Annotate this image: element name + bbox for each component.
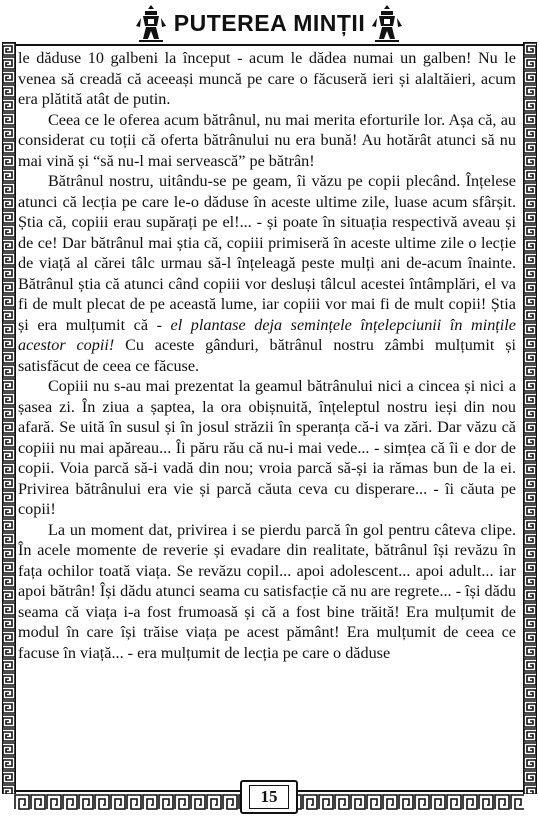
paragraph-2: Ceea ce le oferea acum bătrânul, nu mai merita eforturile lor. Așa că, au considerat cu toții că oferta bătrânului nu era bună! Au hotărât atunci să nu mai vină și “să nu-l mai servească” pe bătrân! bbox=[18, 110, 516, 170]
paragraph-3-italic: el plantase deja semințele înțelepciunii în mințile acestor copii! bbox=[18, 315, 516, 354]
heraldic-figure-icon bbox=[369, 2, 405, 42]
paragraph-3-start: Bătrânul nostru, uitându-se pe geam, îi văzu pe copii plecând. Înțelese atunci că lecția pe care le-o dăduse în aceste ultime zile, luase acum sfârșit. Știa că, copiii erau supărați pe el!... - și poate în situația respectivă aveau și de ce! Dar bătrânul mai știa că, copiii primiseră în aceste ultime zile o lecție de viață al cărei tâlc urmau să-l înțeleagă peste mulți ani de-acum înainte. Bătrânul știa că atunci când copiii vor desluși tâlcul acestei întâmplări, el va fi de mult plecat de pe această lume, iar copiii vor mai fi de mult copii! Știa și era mulțumit că - bbox=[18, 172, 516, 334]
page-number-frame bbox=[240, 780, 298, 814]
paragraph-3 bbox=[18, 171, 516, 376]
right-decorative-border bbox=[523, 42, 537, 794]
page-number: 15 bbox=[249, 785, 289, 809]
top-rule bbox=[14, 44, 524, 46]
body-text bbox=[18, 48, 516, 663]
paragraph-4: Copiii nu s-au mai prezentat la geamul bătrânului nici a cincea și nici a șasea zi. În ziua a șaptea, la ora obișnuită, înțeleptul nostru ieși din nou afară. Se uită în susul și în josul străzii în speranța că-i va zări. Dar văzu că copiii nu mai apăreau... Îi păru rău că nu-i mai vede... - simțea că îi e dor de copii. Voia parcă să-i vadă din nou; vroia parcă să-și ia rămas bun de la ei. Privirea bătrânului era vie și parcă căuta ceva cu disperare... - îi căuta pe copii! bbox=[18, 377, 516, 518]
paragraph-5: La un moment dat, privirea i se pierdu parcă în gol pentru câteva clipe. În acele momente de reverie și evadare din realitate, bătrânul își revăzu în fața ochilor toată viața. Se revăzu copil... apoi adolescent... apoi adult... iar apoi bătrân! Își dădu atunci seama cu satisfacție că nu are regrete... - își dădu seama că viața i-a fost frumoasă și că a fost bine trăită! Era mulțumit de modul în care își trăise viața pe acest pământ! Era mulțumit de ceea ce facuse în viață... - era mulțumit de lecția pe care o dăduse bbox=[18, 520, 516, 662]
left-decorative-border bbox=[2, 42, 16, 794]
page-footer bbox=[0, 774, 539, 824]
page-header bbox=[0, 0, 539, 46]
paragraph-3-end: Cu aceste gânduri, bătrânul nostru zâmbi mulțumit și satisfăcut de ceea ce făcuse. bbox=[18, 336, 516, 375]
running-title: PUTEREA MINȚII bbox=[173, 10, 366, 36]
paragraph-1: le dăduse 10 galbeni la început - acum le dădea numai un galben! Nu le venea să creadă că aceeași muncă pe care o făcuseră ieri și alaltăieri, acum era plătită atât de putin. bbox=[18, 49, 516, 108]
